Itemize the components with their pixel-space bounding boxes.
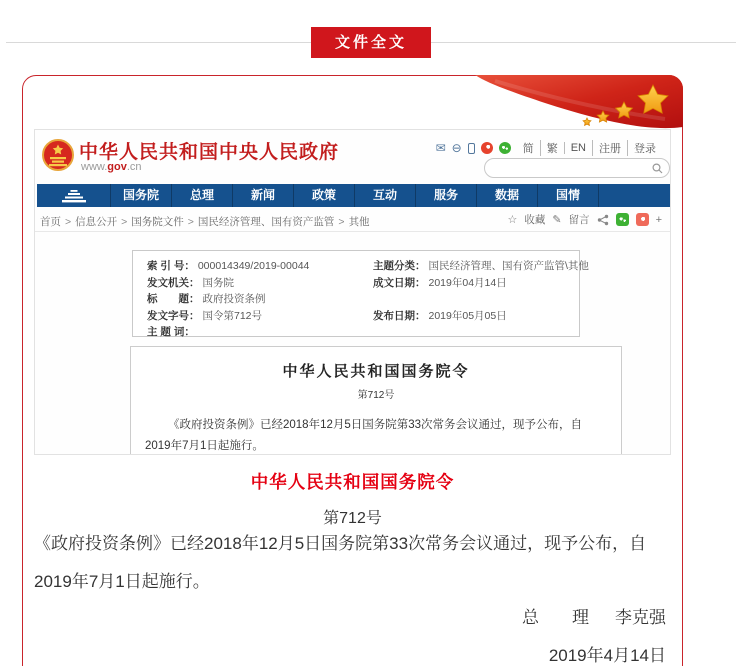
breadcrumb-separator: >	[338, 216, 345, 228]
meta-row-title	[147, 291, 309, 308]
meta-label: 主题分类：	[373, 260, 426, 272]
comment-label[interactable]: 留言	[568, 214, 590, 226]
meta-row-docnum	[147, 308, 309, 325]
search-icon[interactable]	[652, 163, 663, 174]
mail-icon[interactable]: ✉	[435, 141, 446, 155]
site-url-gov: gov	[107, 161, 127, 173]
main-nav	[37, 184, 670, 207]
favorite-label[interactable]: 收藏	[524, 214, 546, 226]
nav-tab-zhengce[interactable]: 政策	[294, 184, 355, 207]
header-utility-bar	[436, 140, 662, 156]
register-link[interactable]: 注册	[592, 140, 627, 156]
page-actions	[507, 212, 662, 227]
wechat-icon[interactable]	[499, 142, 511, 154]
meta-row-category	[373, 258, 589, 275]
nav-tab-xinwen[interactable]: 新闻	[233, 184, 294, 207]
meta-label: 发布日期：	[373, 309, 426, 322]
home-tiananmen-icon	[61, 189, 87, 203]
share-icon[interactable]	[597, 214, 609, 226]
national-emblem-icon	[42, 139, 74, 171]
site-url-www: www.	[81, 161, 108, 173]
site-url	[81, 161, 142, 173]
meta-value: 国民经济管理、国有资产监管\其他	[428, 260, 589, 272]
meta-label: 标 题：	[147, 293, 200, 305]
search-box	[484, 158, 670, 178]
breadcrumb-separator: >	[65, 216, 72, 228]
main-doc-date: 2019年4月14日	[548, 646, 666, 665]
breadcrumb-home[interactable]: 首页	[40, 216, 61, 228]
meta-value: 国令第712号	[202, 309, 263, 322]
share-more-icon[interactable]: +	[655, 213, 662, 226]
nav-home-tab[interactable]	[37, 184, 111, 207]
meta-row-keywords	[147, 324, 309, 341]
star-banner-decoration	[475, 75, 683, 133]
star-favorite-icon[interactable]: ☆	[507, 214, 518, 226]
metadata-left-column	[147, 258, 309, 341]
breadcrumb-divider	[35, 231, 670, 232]
main-doc-number: 第712号	[323, 510, 382, 527]
embedded-doc-number: 第712号	[357, 390, 395, 401]
share-wechat-icon[interactable]	[616, 213, 629, 226]
lang-simplified[interactable]: 简	[522, 143, 534, 155]
meta-row-issuer	[147, 275, 309, 292]
weibo-icon[interactable]	[481, 142, 493, 154]
meta-row-gap	[373, 291, 589, 308]
embedded-document	[130, 346, 622, 455]
circle-minus-icon[interactable]: ⊖	[451, 141, 462, 155]
meta-value: 国务院	[202, 276, 234, 289]
nav-tab-hudong[interactable]: 互动	[355, 184, 416, 207]
site-url-cn: .cn	[126, 161, 142, 173]
meta-label: 主 题 词：	[147, 326, 195, 338]
breadcrumb-separator: >	[187, 216, 194, 228]
lang-links	[517, 140, 662, 156]
nav-tab-guowuyuan[interactable]: 国务院	[111, 184, 172, 207]
meta-value: 2019年04月14日	[428, 276, 507, 289]
search-input[interactable]	[495, 160, 645, 176]
nav-filler	[599, 184, 670, 207]
breadcrumb	[40, 214, 370, 229]
embedded-doc-body: 《政府投资条例》已经2018年12月5日国务院第33次常务会议通过，现予公布，自2019年7月1日起施行。	[145, 419, 583, 452]
nav-tab-zongli[interactable]: 总理	[172, 184, 233, 207]
full-text-tab[interactable]: 文件全文	[311, 27, 431, 58]
meta-row-publish-date	[373, 308, 589, 325]
meta-row-signed-date	[373, 275, 589, 292]
meta-label: 索 引 号：	[147, 260, 195, 272]
pencil-comment-icon[interactable]: ✎	[552, 214, 562, 226]
nav-tab-shuju[interactable]: 数据	[477, 184, 538, 207]
embedded-doc-title: 中华人民共和国国务院令	[282, 364, 470, 380]
meta-label: 发文机关：	[147, 276, 200, 289]
site-title: 中华人民共和国中央人民政府	[79, 142, 340, 163]
breadcrumb-docs[interactable]: 国务院文件	[131, 216, 184, 228]
star-banner-graphic	[475, 75, 683, 133]
main-doc-title: 中华人民共和国国务院令	[250, 472, 455, 492]
main-doc-signature	[522, 603, 666, 628]
signer-role: 总 理	[522, 608, 597, 627]
lang-english[interactable]: EN	[564, 142, 592, 154]
signer-name: 李克强	[615, 608, 666, 627]
breadcrumb-category[interactable]: 国民经济管理、国有资产监管	[197, 216, 335, 228]
breadcrumb-other[interactable]: 其他	[348, 216, 370, 228]
metadata-right-column	[373, 258, 589, 324]
meta-row-index	[147, 258, 309, 275]
breadcrumb-info[interactable]: 信息公开	[75, 216, 118, 228]
document-frame	[22, 75, 683, 666]
lang-traditional[interactable]: 繁	[540, 140, 564, 156]
meta-label: 发文字号：	[147, 309, 200, 322]
meta-label: 成文日期：	[373, 276, 426, 289]
metadata-table	[132, 250, 589, 338]
nav-tab-fuwu[interactable]: 服务	[416, 184, 477, 207]
main-doc-body: 《政府投资条例》已经2018年12月5日国务院第33次常务会议通过，现予公布，自2019年7月1日起施行。	[34, 534, 647, 591]
mobile-icon[interactable]	[468, 143, 475, 154]
breadcrumb-separator: >	[121, 216, 128, 228]
share-weibo-icon[interactable]	[636, 213, 649, 226]
meta-value: 000014349/2019-00044	[197, 260, 310, 272]
meta-value: 政府投资条例	[202, 293, 266, 305]
nav-tab-guoqing[interactable]: 国情	[538, 184, 599, 207]
login-link[interactable]: 登录	[627, 140, 662, 156]
meta-value: 2019年05月05日	[428, 309, 507, 322]
embedded-govcn-screenshot	[34, 129, 671, 455]
